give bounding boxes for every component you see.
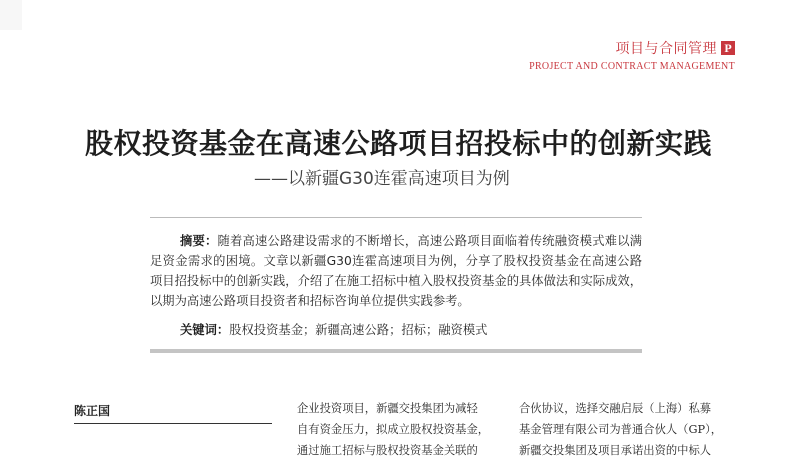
section-badge: P (721, 41, 735, 55)
abstract-bottom-rule (150, 349, 642, 353)
body-column-1 (297, 398, 497, 461)
body-line: 通过施工招标与股权投资基金关联的 (297, 444, 478, 457)
abstract-text: 随着高速公路建设需求的不断增长，高速公路项目面临着传统融资模式难以满足资金需求的困境。文章以新疆G30连霍高速项目为例，分享了股权投资基金在高速公路项目招投标中的创新实践，介绍了在施工招标中植入股权投资基金的具体做法和实际成效，以期为高速公路项目投资者和招标咨询单位提供实践参考。 (150, 234, 642, 308)
keywords-label: 关键词： (180, 323, 230, 337)
section-title-row (529, 38, 735, 58)
section-title-cn: 项目与合同管理 (615, 41, 717, 57)
body-line: 新疆交投集团及项目承诺出资的中标人 (519, 444, 712, 457)
body-line: 合伙协议，选择交融启辰（上海）私募 (519, 402, 712, 415)
abstract-label: 摘要： (180, 234, 218, 248)
abstract-top-rule (150, 217, 642, 218)
article-title: 股权投资基金在高速公路项目招投标中的创新实践 (84, 127, 712, 160)
author-name: 陈正国 (74, 404, 111, 418)
body-line: 企业投资项目，新疆交投集团为减轻 (297, 402, 478, 415)
body-column-2 (519, 398, 723, 461)
keywords (180, 320, 487, 338)
page-corner-mark (0, 0, 22, 30)
author-rule (74, 423, 272, 424)
abstract (150, 231, 642, 311)
article-subtitle: ——以新疆G30连霍高速项目为例 (254, 169, 510, 189)
section-title-en: PROJECT AND CONTRACT MANAGEMENT (529, 61, 735, 72)
keywords-text: 股权投资基金；新疆高速公路；招标；融资模式 (229, 323, 488, 337)
body-line: 自有资金压力，拟成立股权投资基金， (297, 423, 490, 436)
body-line: 基金管理有限公司为普通合伙人（GP）， (519, 423, 723, 436)
section-header (529, 38, 735, 72)
